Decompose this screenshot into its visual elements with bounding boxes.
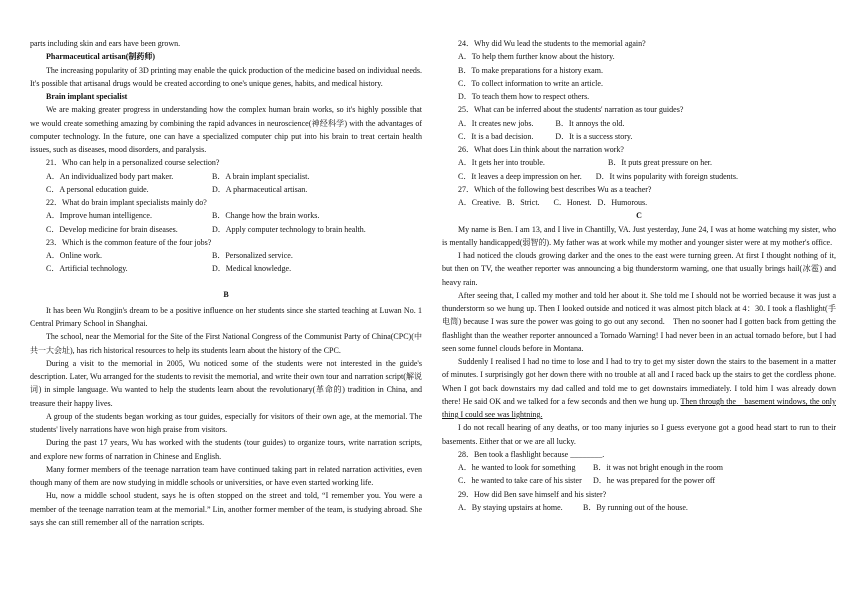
q23-option-b: B．Personalized service. <box>212 251 293 260</box>
question-21: 21．Who can help in a personalized course selection? <box>46 158 220 168</box>
q26-option-a: A．It gets her into trouble. <box>458 158 545 168</box>
pharm-paragraph: The increasing popularity of 3D printing may enable the quick production of the medicine based on individual needs. It's possible that artisanal drugs would be created according to one's unique genes, habits, and medical history. <box>30 65 422 88</box>
q22-option-c: C．Develop medicine for brain diseases. <box>46 224 178 234</box>
q29-option-a: A．By staying upstairs at home. <box>458 502 563 512</box>
question-27: 27．Which of the following best describes Wu as a teacher? <box>458 184 652 194</box>
question-27-options <box>442 196 836 209</box>
q23-option-d: D．Medical knowledge. <box>212 264 292 274</box>
question-22: 22．What do brain implant specialists mainly do? <box>46 198 207 207</box>
b-paragraph-6: Many former members of the teenage narration team have continued taking part in related narration activities, even though many of them are now studying in middle schools or universities, or have even started working life. <box>30 464 422 487</box>
question-24: 24．Why did Wu lead the students to the memorial again? <box>458 39 646 48</box>
q26-option-d: D．It wins popularity with foreign students. <box>595 171 738 181</box>
question-23-options-ab <box>30 249 422 262</box>
b-paragraph-7: Hu, now a middle school student, says he is often stopped on the street and told, “I remember you. You were a member of the teenage narration team at the memorial.” Lin, another former member of the team, is studying abroad. She says she can still remember all of the narration scripts. <box>30 491 422 527</box>
intro-line: parts including skin and ears have been grown. <box>30 39 181 48</box>
q27-option-a: A．Creative. <box>458 198 501 207</box>
q28-option-a: A．he wanted to look for something <box>458 463 576 472</box>
q28-option-c: C．he wanted to take care of his sister <box>458 476 582 486</box>
question-23: 23．Which is the common feature of the four jobs? <box>46 237 212 247</box>
q27-option-c: C．Honest. <box>553 198 592 207</box>
question-25-options-ab <box>442 117 836 130</box>
q25-option-a: A．It creates new jobs. <box>458 118 534 128</box>
question-26-options-cd <box>442 170 836 183</box>
q28-option-b: B．it was not bright enough in the room <box>593 463 723 472</box>
section-b-title: B <box>223 289 229 299</box>
q24-option-c: C．To collect information to write an article. <box>458 78 603 88</box>
question-28: 28．Ben took a flashlight because ________. <box>458 449 605 459</box>
b-paragraph-1: It has been Wu Rongjin's dream to be a positive influence on her students since she started teaching at Luwan No. 1 Central Primary School in Shanghai. <box>30 305 422 328</box>
q26-option-b: B．It puts great pressure on her. <box>608 158 712 168</box>
question-28-options-cd <box>442 474 836 487</box>
c-paragraph-3: After seeing that, I called my mother and told her about it. She told me I should not be worried because it was just a thunderstorm so we hung up. Then I looked outside and noticed it was almost pitch black at 4：30. I took a flashlight(手电筒) because I was sure the power was going to go out any second. Then no sooner had I gotten back from getting the flashlight than the weather reporter announced a Tornado Warning! I had never been in an actual tornado before, but I had seen some funnel clouds before in Montana. <box>442 290 836 353</box>
b-paragraph-3: During a visit to the memorial in 2005, Wu noticed some of the students were not interested in the guide's description. Later, Wu arranged for the students to revisit the memorial, and write their own tour and narration script(解说词) in simple language. Wu wanted to help the students learn about the revolutionary(革命的) tradition in China, and treasure their happy lives. <box>30 358 422 408</box>
left-column <box>30 37 422 529</box>
q27-option-d: D．Humorous. <box>597 198 648 207</box>
q28-option-d: D．he was prepared for the power off <box>593 476 716 486</box>
q23-option-c: C．Artificial technology. <box>46 264 128 274</box>
c-paragraph-5: I do not recall hearing of any deaths, or too many injuries so I guess everyone got a good head start to run to their basements. Either that or we are all lucky. <box>442 423 836 446</box>
section-c-title: C <box>636 211 642 221</box>
q23-option-a: A．Online work. <box>46 251 102 260</box>
question-28-options-ab <box>442 461 836 474</box>
question-29-options-ab <box>442 501 836 514</box>
pharm-heading: Pharmaceutical artisan(制药师) <box>46 52 156 62</box>
question-22-options-cd <box>30 223 422 236</box>
b-paragraph-4: A group of the students began working as tour guides, especially for visitors of their own age, at the memorial. The students' lively narrations have won high praise from visitors. <box>30 411 422 434</box>
c-paragraph-2: I had noticed the clouds growing darker and the ones to the east were turning green. At first I thought nothing of it, but then on TV, the weather reporter was announcing a big thunderstorm warning, one that usually brings hail(冰雹) and heavy rain. <box>442 251 836 287</box>
q21-option-b: B．A brain implant specialist. <box>212 171 310 181</box>
q25-option-d: D．It is a success story. <box>555 131 633 141</box>
right-column <box>442 37 836 514</box>
question-21-options-cd <box>30 183 422 196</box>
b-paragraph-2: The school, near the Memorial for the Site of the First National Congress of the Communist Party of China(CPC)(中共一大会址), has rich historical resources to help its students learn about the history of the CPC. <box>30 332 422 355</box>
question-23-options-cd <box>30 262 422 275</box>
c-paragraph-4 <box>442 355 836 421</box>
q29-option-b: B．By running out of the house. <box>583 502 688 512</box>
q21-option-c: C．A personal education guide. <box>46 184 149 194</box>
q22-option-d: D．Apply computer technology to brain health. <box>212 224 366 234</box>
q24-option-b: B．To make preparations for a history exam. <box>458 65 603 75</box>
question-26: 26．What does Lin think about the narration work? <box>458 145 624 154</box>
q25-option-c: C．It is a bad decision. <box>458 131 534 141</box>
q26-option-c: C．It leaves a deep impression on her. <box>458 171 582 181</box>
b-paragraph-5: During the past 17 years, Wu has worked with the students (tour guides) to organize tours, write narration scripts, and explore new forms of narration in Chinese and English. <box>30 438 422 461</box>
brain-paragraph: We are making greater progress in understanding how the complex human brain works, so it's highly possible that we would create something amazing by combining the rapid advances in neuroscience(神经科学) with the advantages of computer technology. In the future, one can have a specialized computer chip put into his brain to treat certain health issues, such as diseases, mood disorders, and paralysis. <box>30 105 422 154</box>
q22-option-b: B．Change how the brain works. <box>212 211 320 221</box>
q22-option-a: A．Improve human intelligence. <box>46 211 152 221</box>
q24-option-a: A．To help them further know about the history. <box>458 52 615 62</box>
q27-option-b: B．Strict. <box>506 198 540 207</box>
question-22-options-ab <box>30 209 422 222</box>
c-paragraph-1: My name is Ben. I am 13, and I live in Chantilly, VA. Just yesterday, June 24, I was at home watching my sister, who is mentally handicapped(弱智的). My father was at work while my mother and younger sister were at my mother's office. <box>442 224 836 247</box>
question-26-options-ab <box>442 156 836 169</box>
q25-option-b: B．It annoys the old. <box>555 118 625 128</box>
c-paragraph-4-text: Suddenly I realised I had no time to lose and I had to try to get my sister down the stairs to the basement in a matter of minutes. I surprisingly got her down there with no trouble at all and I raced back up the stairs to get the cordless phone. When I got back downstairs my dad called and told me to get downstairs immediately. I told him I was already down there! He said OK and we talked for a few seconds and then we hung up. <box>442 357 836 406</box>
question-25: 25．What can be inferred about the students' narration as tour guides? <box>458 105 684 115</box>
c-paragraph-4-underlined: Then through the basement windows, the only thing I could see was lightning. <box>442 396 836 419</box>
q21-option-a: A．An individualized body part maker. <box>46 171 174 181</box>
question-21-options-ab <box>30 170 422 183</box>
q24-option-d: D．To teach them how to respect others. <box>458 92 590 101</box>
brain-heading: Brain implant specialist <box>46 92 128 101</box>
q21-option-d: D．A pharmaceutical artisan. <box>212 184 308 194</box>
question-29: 29．How did Ben save himself and his sister? <box>458 489 607 499</box>
question-25-options-cd <box>442 130 836 143</box>
